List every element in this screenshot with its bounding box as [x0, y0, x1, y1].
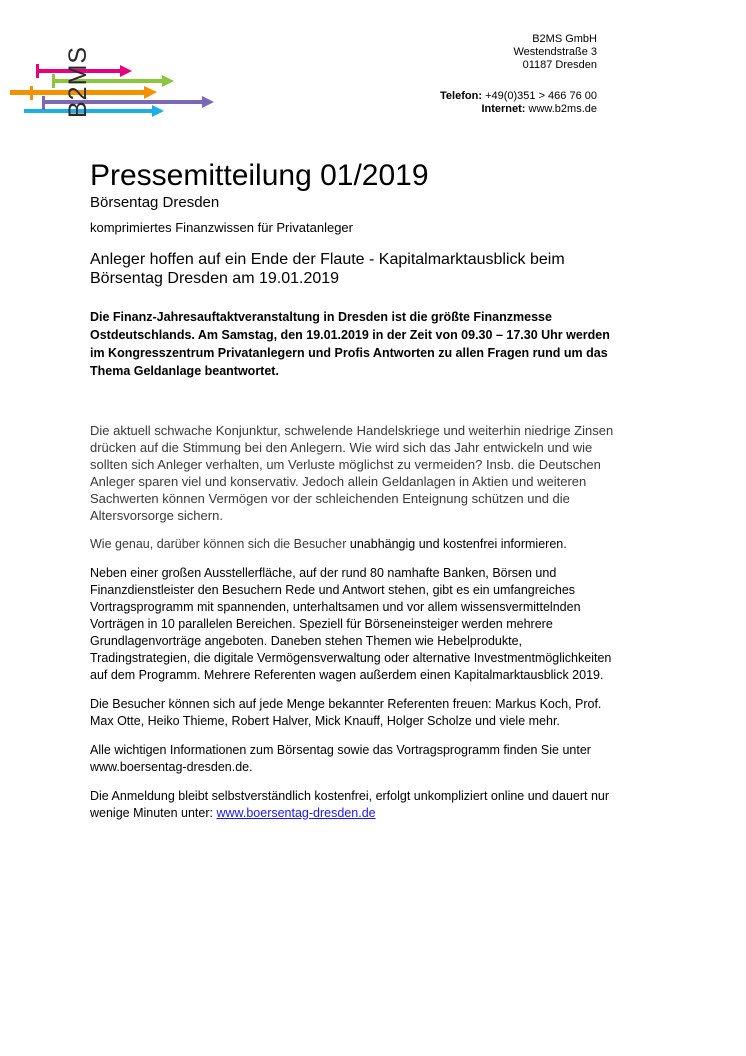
headline: Anleger hoffen auf ein Ende der Flaute - Kapitalmarktausblick beim Börsentag Dresden am 19.01.2019 — [90, 251, 565, 287]
phone-number: +49(0)351 > 466 76 00 — [485, 90, 597, 102]
registration-link[interactable]: www.boersentag-dresden.de — [216, 806, 376, 820]
lead-paragraph: Die Finanz-Jahresauftaktveranstaltung in Dresden ist die größte Finanzmesse Ostdeutschlands. Am Samstag, den 19.01.2019 in der Zeit von 09.30 – 17.30 Uhr werden im Kongresszentrum Privatanlegern und Profis Antworten zu allen Fragen rund um das Thema Geldanlage beantwortet. — [90, 310, 610, 378]
press-release — [90, 158, 620, 822]
body-paragraph-2-end: unabhängig und kostenfrei informieren. — [349, 537, 567, 551]
company-address — [513, 33, 597, 72]
company-street: Westendstraße 3 — [513, 46, 597, 58]
company-city: 01187 Dresden — [522, 59, 597, 71]
event-tagline: komprimiertes Finanzwissen für Privatanleger — [90, 220, 353, 235]
body-paragraph-6 — [90, 788, 620, 822]
body-paragraph-2-start: Wie genau, darüber können sich die Besucher — [90, 537, 350, 551]
body-paragraph-6-text: Die Anmeldung bleibt selbstverständlich kostenfrei, erfolgt unkompliziert online und dauert nur wenige Minuten unter: — [90, 789, 610, 820]
company-name: B2MS GmbH — [532, 33, 597, 45]
event-name: Börsentag Dresden — [90, 194, 220, 211]
b2ms-logo — [10, 42, 215, 122]
body-paragraph-4: Die Besucher können sich auf jede Menge bekannter Referenten freuen: Markus Koch, Prof. Max Otte, Heiko Thieme, Robert Halver, Mick Knauff, Holger Scholze und viele mehr. — [90, 697, 602, 728]
logo-text: B2MS — [64, 45, 92, 118]
body-paragraph-2 — [90, 536, 620, 553]
web-label: Internet: — [481, 103, 526, 115]
body-paragraph-1: Die aktuell schwache Konjunktur, schwelende Handelskriege und weiterhin niedrige Zinsen drücken auf die Stimmung bei den Anlegern. Wie wird sich das Jahr entwickeln und wie sollten sich Anleger verhalten, um Verluste möglichst zu vermeiden? Insb. die Deutschen Anleger sparen viel und konservativ. Jedoch allein Geldanlagen in Aktien und weiteren Sachwerten können Vermögen vor der schleichenden Enteignung schützen und die Altersvorsorge sichern. — [90, 423, 614, 523]
body-paragraph-3: Neben einer großen Ausstellerfläche, auf der rund 80 namhafte Banken, Börsen und Finanzdienstleister den Besuchern Rede und Antwort stehen, gibt es ein umfangreiches Vortragsprogramm mit spannenden, unterhaltsamen und vor allem wissensvermittelnden Vorträgen in 10 parallelen Bereichen. Speziell für Börseneinsteiger werden mehrere Grundlagenvorträge angeboten. Daneben stehen Themen wie Hebelprodukte, Tradingstrategien, die digitale Vermögensverwaltung oder alternative Investmentmöglichkeiten auf dem Programm. Mehrere Referenten wagen außerdem einen Kapitalmarktausblick 2019. — [90, 566, 612, 682]
page-title: Pressemitteilung 01/2019 — [90, 159, 429, 192]
company-contact — [440, 90, 597, 116]
logo-arrows — [10, 65, 214, 117]
web-address: www.b2ms.de — [528, 103, 597, 115]
body-paragraph-5: Alle wichtigen Informationen zum Börsentag sowie das Vortragsprogramm finden Sie unter www.boersentag-dresden.de. — [90, 743, 591, 774]
phone-label: Telefon: — [440, 90, 482, 102]
